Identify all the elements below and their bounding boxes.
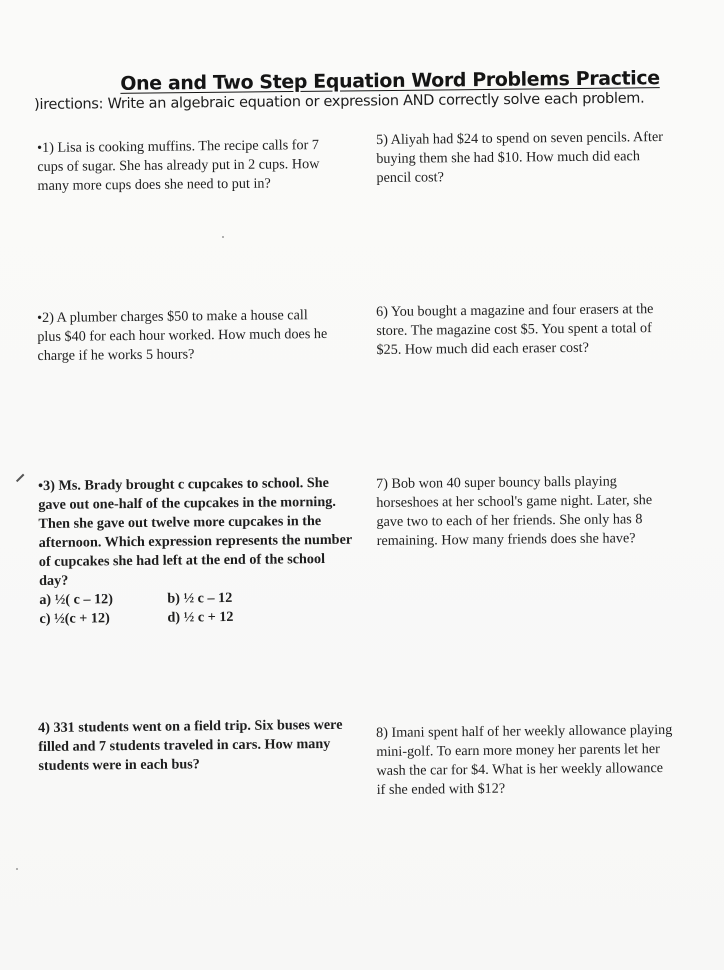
problem-line: many more cups does she need to put in? [37,175,271,194]
problem-line: students were in each bus? [38,756,200,774]
problem-line: 8) Imani spent half of her weekly allowance playing [376,721,673,741]
problem-2 [37,306,328,366]
problem-line: 5) Aliyah had $24 to spend on seven pencils. After [376,128,664,148]
problem-3 [38,474,353,629]
problem-line: 7) Bob won 40 super bouncy balls playing [376,473,617,492]
choice-b: b) ½ c – 12 [167,589,233,607]
answer-choices [39,588,353,629]
problem-5 [376,128,663,188]
problem-line: store. The magazine cost $5. You spent a total of [376,320,652,339]
worksheet-directions: )irections: Write an algebraic equation or expression AND correctly solve each problem. [34,90,645,113]
problem-line: cups of sugar. She has already put in 2 cups. How [37,156,320,175]
choice-a: a) ½( c – 12) [39,591,114,608]
problem-line: remaining. How many friends does she have? [376,530,636,549]
scan-speck [222,236,224,238]
problem-1 [37,136,320,196]
problem-line: day? [39,572,69,589]
problem-line: of cupcakes she had left at the end of the school [38,550,326,570]
problem-line: •2) A plumber charges $50 to make a house call [37,307,308,326]
problem-line: $25. How much did each eraser cost? [376,339,589,358]
problem-line: •1) Lisa is cooking muffins. The recipe calls for 7 [37,137,319,156]
choice-d: d) ½ c + 12 [167,608,234,626]
problem-line: Then she gave out twelve more cupcakes in the [38,513,322,532]
problem-line: afternoon. Which expression represents the number [38,531,353,551]
problem-7 [376,472,653,551]
problem-line: filled and 7 students traveled in cars. How many [38,735,331,755]
problem-line: if she ended with $12? [376,780,506,798]
problem-line: plus $40 for each hour worked. How much does he [37,325,328,345]
problem-line: mini-golf. To earn more money her parents let her [376,741,660,760]
worksheet-title: One and Two Step Equation Word Problems Practice [120,67,660,95]
problem-line: 6) You bought a magazine and four erasers at the [376,301,654,320]
problem-line: charge if he works 5 hours? [37,346,195,364]
problem-line: 4) 331 students went on a field trip. Six buses were [38,716,343,736]
problem-line: •3) Ms. Brady brought c cupcakes to school. She [38,474,330,494]
problem-line: horseshoes at her school's game night. Later, she [376,492,653,511]
problem-8 [376,721,673,800]
choice-c: c) ½(c + 12) [39,610,110,627]
problem-line: wash the car for $4. What is her weekly allowance [376,759,664,779]
problem-line: gave out one-half of the cupcakes in the morning. [38,493,336,513]
pencil-mark-icon [16,474,24,482]
problem-4 [38,716,343,776]
problem-line: buying them she had $10. How much did each [376,148,640,167]
problem-line: pencil cost? [376,169,444,186]
scan-speck [16,868,18,870]
problem-line: gave two to each of her friends. She only has 8 [376,511,643,530]
problem-6 [376,300,654,360]
